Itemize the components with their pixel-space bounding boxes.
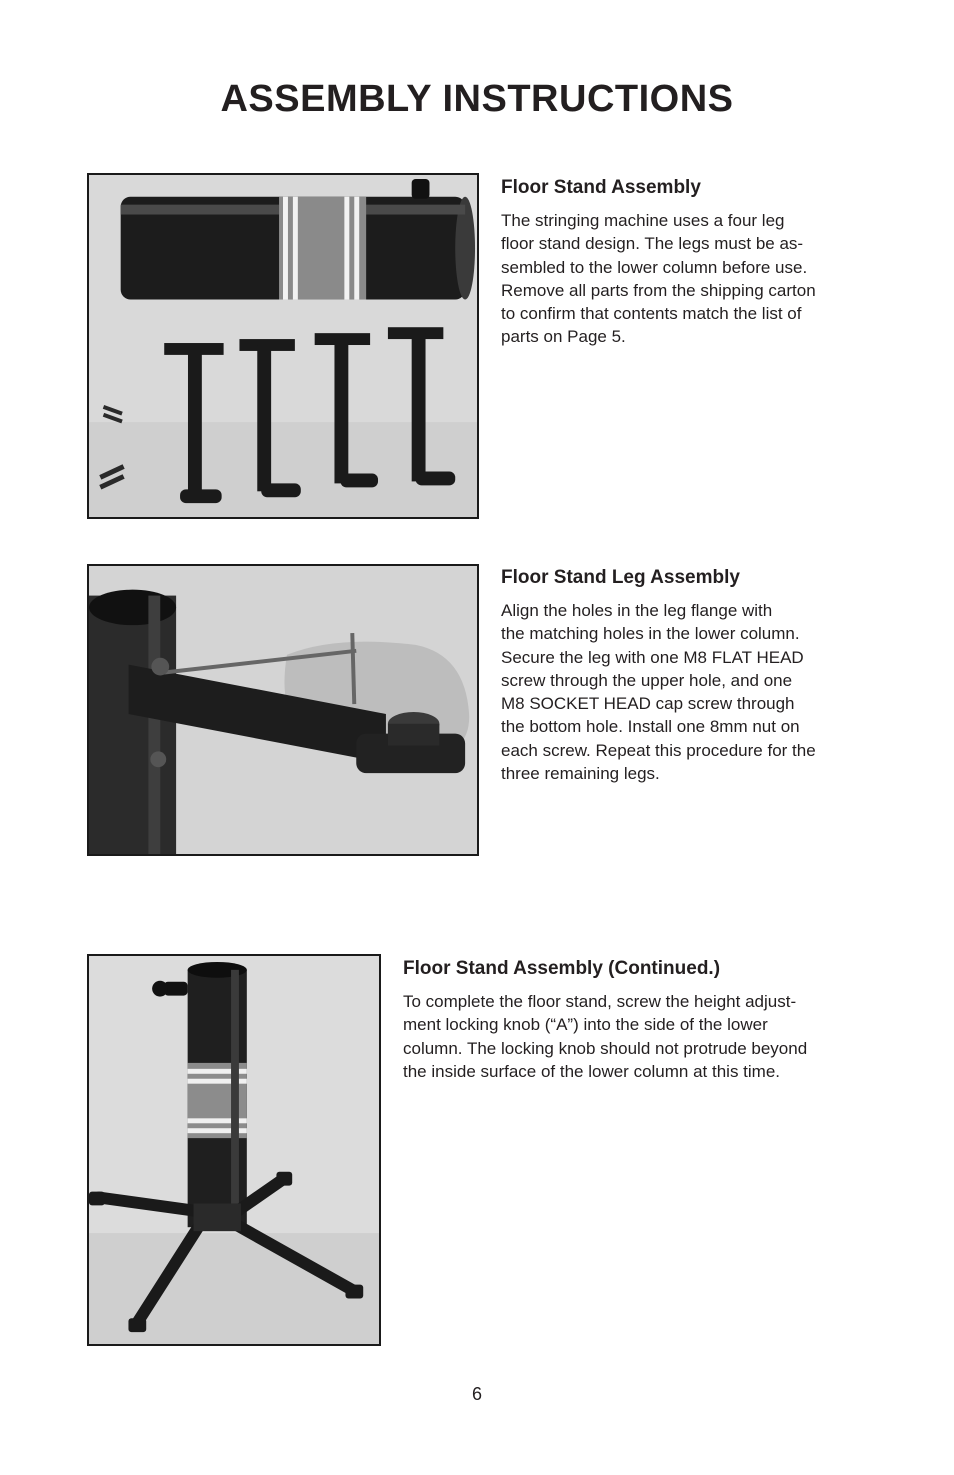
section-body-floor-stand-assembly: The stringing machine uses a four leg floor stand design. The legs must be as- sembled to the lower column before use. Remove all parts from the shipping carton to confirm that contents match the list of parts on Page 5. [501, 211, 816, 347]
section-heading-floor-stand-leg-assembly: Floor Stand Leg Assembly [501, 567, 740, 588]
section-heading-floor-stand-assembly: Floor Stand Assembly [501, 177, 701, 198]
leg-assembly-photo [87, 564, 479, 856]
section-body-floor-stand-assembly-continued: To complete the floor stand, screw the height adjust- ment locking knob (“A”) into the side of the lower column. The locking knob should not protrude beyond the inside surface of the lower column at this time. [403, 992, 808, 1081]
floor-stand-parts-photo [87, 173, 479, 519]
section-body-floor-stand-leg-assembly: Align the holes in the leg flange with the matching holes in the lower column. Secure the leg with one M8 FLAT HEAD screw through the upper hole, and one M8 SOCKET HEAD cap screw through the bottom hole. Install one 8mm nut on each screw. Repeat this procedure for the three remaining legs. [501, 601, 816, 784]
section-heading-floor-stand-assembly-continued: Floor Stand Assembly (Continued.) [403, 958, 721, 979]
page-title: ASSEMBLY INSTRUCTIONS [220, 78, 734, 120]
assembled-floor-stand-photo [87, 954, 381, 1346]
page-number: 6 [471, 1384, 482, 1404]
